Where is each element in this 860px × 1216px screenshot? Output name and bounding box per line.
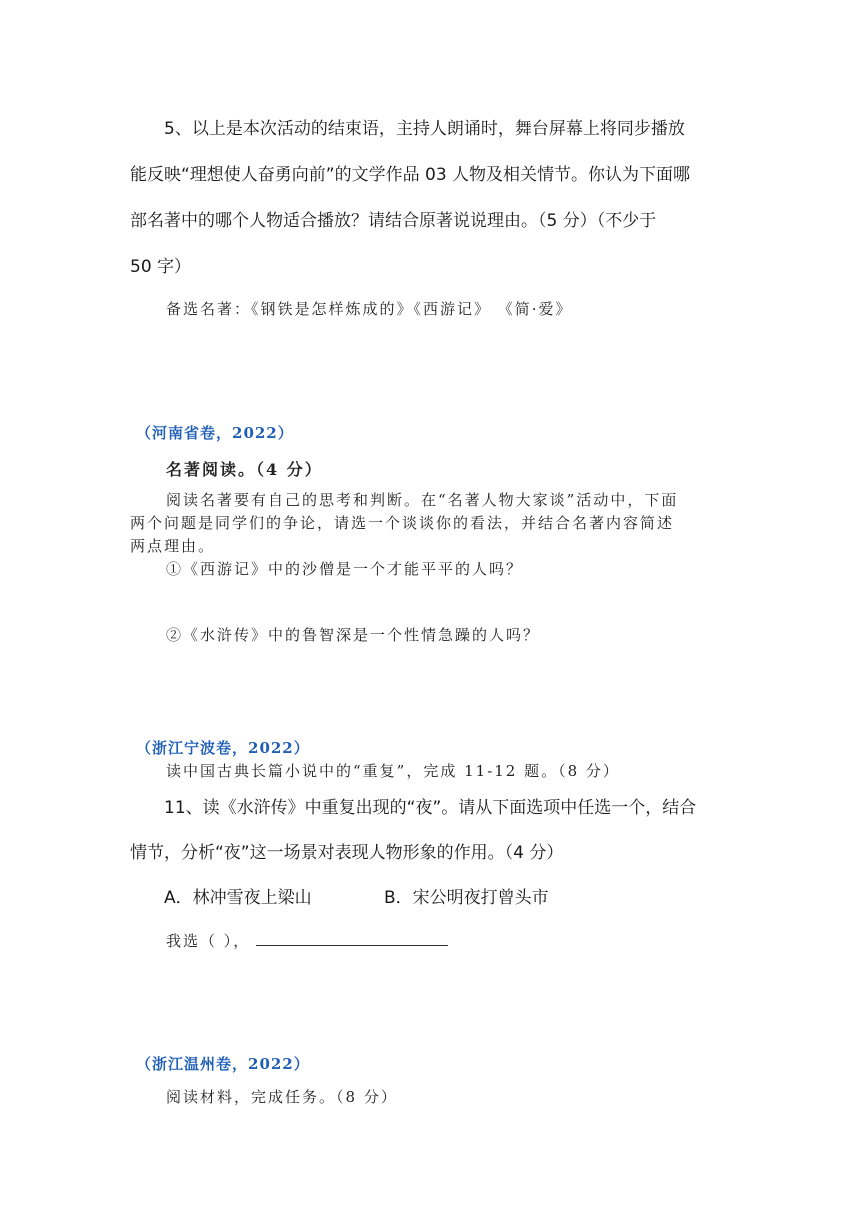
henan-question-1: ①《西游记》中的沙僧是一个才能平平的人吗？ xyxy=(166,560,524,578)
wenzhou-intro: 阅读材料，完成任务。（8 分） xyxy=(166,1088,398,1106)
q5-line-2: 能反映“理想使人奋勇向前”的文学作品 03 人物及相关情节。你认为下面哪 xyxy=(130,165,691,185)
choose-line xyxy=(166,930,448,951)
q5-options: 备选名著：《钢铁是怎样炼成的》《西游记》 《简·爱》 xyxy=(166,300,573,318)
q5-line-1: 5、以上是本次活动的结束语，主持人朗诵时，舞台屏幕上将同步播放 xyxy=(164,119,685,139)
henan-intro-3: 两点理由。 xyxy=(130,537,216,555)
henan-source: （河南省卷，2022） xyxy=(136,424,294,442)
henan-question-2: ②《水浒传》中的鲁智深是一个性情急躁的人吗？ xyxy=(166,626,541,644)
ningbo-source: （浙江宁波卷，2022） xyxy=(136,739,310,757)
ningbo-intro: 读中国古典长篇小说中的“重复”，完成 11-12 题。（8 分） xyxy=(166,762,620,780)
q11-line-1: 11、读《水浒传》中重复出现的“夜”。请从下面选项中任选一个，结合 xyxy=(164,798,697,818)
henan-title: 名著阅读。（4 分） xyxy=(166,460,323,479)
choose-label: 我选（ ）， xyxy=(166,932,251,950)
henan-intro-2: 两个问题是同学们的争论，请选一个谈谈你的看法，并结合名著内容简述 xyxy=(130,514,675,532)
option-b: B．宋公明夜打曾头市 xyxy=(384,888,549,908)
henan-intro-1: 阅读名著要有自己的思考和判断。在“名著人物大家谈”活动中，下面 xyxy=(166,491,679,509)
q5-line-3: 部名著中的哪个人物适合播放？请结合原著说说理由。（5 分）（不少于 xyxy=(130,211,657,231)
option-a: A．林冲雪夜上梁山 xyxy=(164,888,312,908)
q11-line-2: 情节，分析“夜”这一场景对表现人物形象的作用。（4 分） xyxy=(130,843,564,863)
wenzhou-source: （浙江温州卷，2022） xyxy=(136,1055,310,1073)
answer-blank xyxy=(256,931,448,946)
q5-line-4: 50 字） xyxy=(130,257,192,277)
